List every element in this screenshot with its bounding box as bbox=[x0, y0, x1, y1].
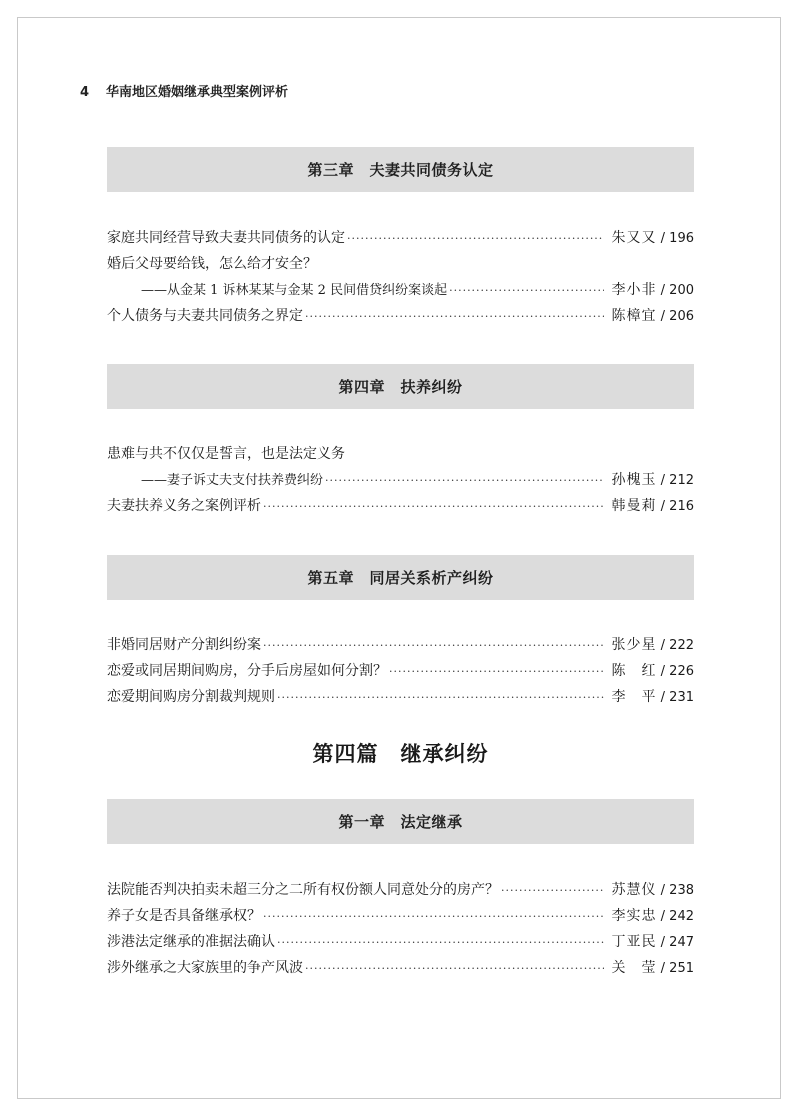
toc-entry-author: 朱又又 bbox=[611, 230, 657, 246]
toc-entry-subtitle: ——妻子诉丈夫支付扶养费纠纷 bbox=[141, 473, 324, 488]
dot-leader bbox=[263, 633, 604, 659]
dot-leader bbox=[305, 956, 604, 982]
toc-entry bbox=[107, 658, 694, 684]
toc-entry bbox=[107, 303, 694, 329]
toc-entry-page: 242 bbox=[669, 909, 694, 924]
page-separator: / bbox=[656, 309, 670, 324]
toc-entry-author: 李实忠 bbox=[611, 908, 657, 924]
page-separator: / bbox=[656, 935, 670, 950]
page-separator: / bbox=[656, 231, 670, 246]
toc-entry-page: 200 bbox=[669, 283, 694, 298]
toc-entry-title: 涉港法定继承的准据法确认 bbox=[107, 934, 275, 950]
toc-entry-page: 196 bbox=[669, 231, 694, 246]
chapter-heading: 第一章 法定继承 bbox=[107, 799, 694, 844]
page-separator: / bbox=[656, 499, 670, 514]
toc-entry-author: 张少星 bbox=[611, 637, 657, 653]
toc-entry-page: 226 bbox=[669, 664, 694, 679]
dot-leader bbox=[263, 904, 604, 930]
toc-entry-author: 李小非 bbox=[611, 282, 657, 298]
chapter-heading: 第五章 同居关系析产纠纷 bbox=[107, 555, 694, 600]
toc-entry bbox=[107, 441, 694, 467]
toc-entry bbox=[107, 684, 694, 710]
dot-leader bbox=[449, 278, 603, 304]
dot-leader bbox=[277, 930, 604, 956]
toc-entry-title: 养子女是否具备继承权？ bbox=[107, 908, 261, 924]
toc-entry-page: 216 bbox=[669, 499, 694, 514]
dot-leader bbox=[389, 659, 604, 685]
toc-entry-title: 患难与共不仅仅是誓言，也是法定义务 bbox=[107, 446, 345, 462]
toc-entry-author: 苏慧仪 bbox=[611, 882, 657, 898]
toc-entry-title: 涉外继承之大家族里的争产风波 bbox=[107, 960, 303, 976]
toc-entry-title: 婚后父母要给钱，怎么给才安全？ bbox=[107, 256, 317, 272]
toc-section bbox=[107, 877, 694, 981]
toc-entry-author: 韩曼莉 bbox=[611, 498, 657, 514]
page-separator: / bbox=[656, 909, 670, 924]
toc-entry-author: 李 平 bbox=[611, 689, 657, 705]
page-separator: / bbox=[656, 283, 670, 298]
toc-section bbox=[107, 225, 694, 329]
dot-leader bbox=[263, 494, 604, 520]
toc-entry-subtitle: ——从金某 1 诉林某某与金某 2 民间借贷纠纷案谈起 bbox=[141, 283, 448, 298]
toc-entry bbox=[107, 493, 694, 519]
toc-entry-page: 247 bbox=[669, 935, 694, 950]
toc-entry-page: 238 bbox=[669, 883, 694, 898]
toc-entry-author: 陈 红 bbox=[611, 663, 657, 679]
toc-entry-title: 恋爱期间购房分割裁判规则 bbox=[107, 689, 275, 705]
toc-entry bbox=[107, 903, 694, 929]
toc-entry bbox=[107, 277, 694, 303]
toc-entry-title: 个人债务与夫妻共同债务之界定 bbox=[107, 308, 303, 324]
toc-entry-author: 关 莹 bbox=[611, 960, 657, 976]
toc-entry-page: 251 bbox=[669, 961, 694, 976]
dot-leader bbox=[501, 878, 604, 904]
toc-entry-page: 212 bbox=[669, 473, 694, 488]
dot-leader bbox=[347, 226, 604, 252]
toc-section bbox=[107, 441, 694, 519]
toc-entry-page: 206 bbox=[669, 309, 694, 324]
dot-leader bbox=[325, 468, 604, 494]
toc-entry bbox=[107, 929, 694, 955]
toc-entry-page: 222 bbox=[669, 638, 694, 653]
page-separator: / bbox=[656, 961, 670, 976]
page-number: 4 bbox=[80, 85, 90, 100]
page-separator: / bbox=[656, 883, 670, 898]
toc-entry-page: 231 bbox=[669, 690, 694, 705]
toc-entry-title: 非婚同居财产分割纠纷案 bbox=[107, 637, 261, 653]
toc-entry-title: 夫妻扶养义务之案例评析 bbox=[107, 498, 261, 514]
toc-entry bbox=[107, 955, 694, 981]
page-separator: / bbox=[656, 638, 670, 653]
dot-leader bbox=[305, 304, 604, 330]
running-head bbox=[80, 81, 288, 100]
chapter-heading: 第三章 夫妻共同债务认定 bbox=[107, 147, 694, 192]
toc-entry-author: 丁亚民 bbox=[611, 934, 657, 950]
toc-entry-author: 陈樟宜 bbox=[611, 308, 657, 324]
toc-section bbox=[107, 632, 694, 710]
page-separator: / bbox=[656, 690, 670, 705]
dot-leader bbox=[277, 685, 604, 711]
part-title: 第四篇 继承纠纷 bbox=[312, 742, 489, 766]
toc-entry bbox=[107, 467, 694, 493]
toc-entry bbox=[107, 877, 694, 903]
book-title: 华南地区婚姻继承典型案例评析 bbox=[106, 85, 289, 100]
toc-entry-title: 恋爱或同居期间购房，分手后房屋如何分割？ bbox=[107, 663, 387, 679]
toc-entry bbox=[107, 225, 694, 251]
toc-entry-title: 家庭共同经营导致夫妻共同债务的认定 bbox=[107, 230, 345, 246]
toc-entry bbox=[107, 251, 694, 277]
toc-entry-author: 孙槐玉 bbox=[611, 472, 657, 488]
page-separator: / bbox=[656, 664, 670, 679]
toc-entry bbox=[107, 632, 694, 658]
page-separator: / bbox=[656, 473, 670, 488]
toc-entry-title: 法院能否判决拍卖未超三分之二所有权份额人同意处分的房产？ bbox=[107, 882, 499, 898]
chapter-heading: 第四章 扶养纠纷 bbox=[107, 364, 694, 409]
